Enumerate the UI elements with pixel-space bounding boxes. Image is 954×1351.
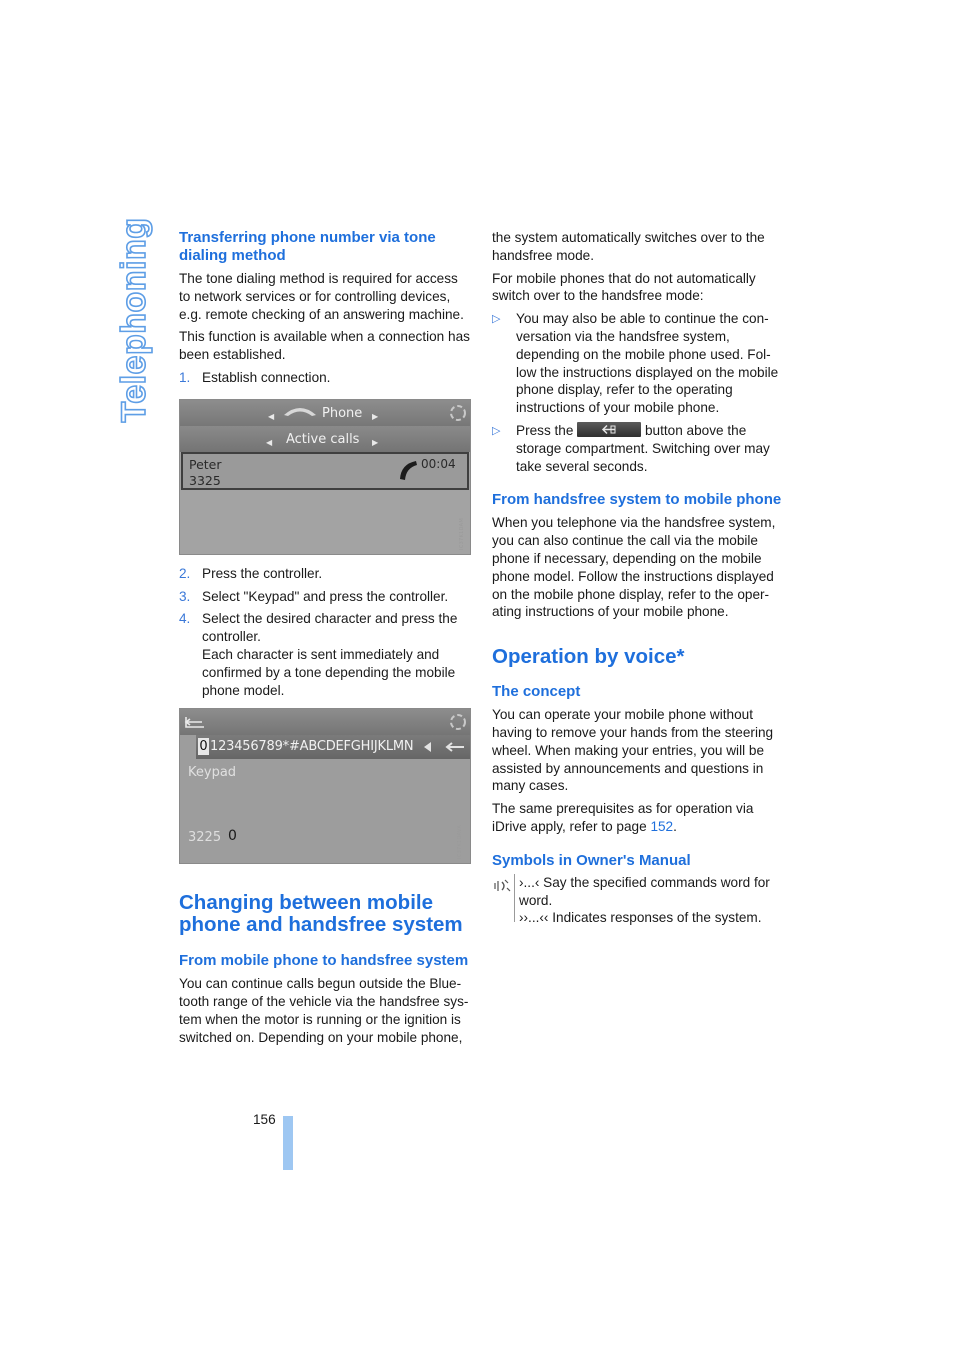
heading-from-mobile-to-handsfree: From mobile phone to handsfree system xyxy=(179,952,469,970)
page-reference-link[interactable]: 152 xyxy=(650,818,674,834)
paragraph-auto-switch: the system automatically switches over to the handsfree mode. xyxy=(492,230,765,263)
heading-changing-mobile-handsfree: Changing between mobile phone and handsfree system xyxy=(179,891,463,937)
step-number: 2. xyxy=(179,565,191,581)
step-text: Press the controller. xyxy=(202,565,323,581)
step-text: Establish connection. xyxy=(202,369,331,385)
storage-button-image xyxy=(577,422,641,437)
phone-arrow-icon xyxy=(601,424,617,435)
menu-bar-active-calls xyxy=(180,426,470,452)
prerequisites-text: The same prerequisites as for operation via iDrive apply, refer to page xyxy=(492,801,754,834)
step-text: Select "Keypad" and press the controller. xyxy=(202,588,449,604)
paragraph-continue-on-mobile: When you telephone via the handsfree system, you can also continue the call via the mobile phone if necessary, depending on the mobile phone model. Follow the instructions displayed on the mobile phone display, refer to the oper-ating instructions of your mobile phone. xyxy=(492,515,776,620)
right-column xyxy=(492,229,784,927)
phone-handset-icon xyxy=(282,404,318,418)
chapter-side-tab xyxy=(110,217,160,423)
controller-icon xyxy=(448,403,468,423)
image-code: IC37K1DAVA xyxy=(456,825,463,860)
image-code: IC37K1DAM xyxy=(459,517,465,550)
menu-bar-phone xyxy=(180,400,470,426)
paragraph-tone-availability: This function is available when a connection has been established. xyxy=(179,329,470,363)
keypad-title: Keypad xyxy=(188,765,237,781)
back-arrow-icon[interactable] xyxy=(184,715,206,729)
paragraph-no-auto-switch: For mobile phones that do not automatically switch over to the handsfree mode: xyxy=(492,270,756,304)
character-list[interactable]: 123456789*#ABCDEFGHIJKLMN xyxy=(210,739,414,755)
page-number: 156 xyxy=(253,1112,276,1127)
step-2 xyxy=(179,565,471,583)
call-duration: 00:04 xyxy=(421,456,456,471)
voice-command-symbol xyxy=(492,874,515,922)
prerequisites-end: . xyxy=(673,818,677,834)
keypad-entry-number: 3225 xyxy=(188,830,222,846)
keypad-top-bar xyxy=(180,709,470,735)
arrow-left-icon: ◀ xyxy=(266,437,273,447)
heading-the-concept: The concept xyxy=(492,683,581,701)
heading-from-handsfree-to-mobile: From handsfree system to mobile phone xyxy=(492,491,782,509)
bullet-item xyxy=(492,422,784,475)
step-text-detail: Each character is sent immediately and confirmed by a tone depending the mobile phone model. xyxy=(202,646,456,698)
caller-name: Peter xyxy=(189,456,222,472)
step-1 xyxy=(179,369,471,387)
heading-operation-by-voice: Operation by voice* xyxy=(492,645,685,669)
arrow-right-icon: ▶ xyxy=(372,411,379,421)
step-text: Select the desired character and press the controller. xyxy=(202,611,458,645)
symbol-system-responses: ››...‹‹ Indicates responses of the system. xyxy=(519,910,762,926)
active-call-row[interactable] xyxy=(181,452,469,490)
paragraph-tone-intro: The tone dialing method is required for access to network services or for controlling devices, e.g. remote checking of an answering machine. xyxy=(179,271,464,322)
bullet-item xyxy=(492,310,784,417)
arrow-right-icon: ▶ xyxy=(372,437,379,447)
voice-symbols-legend xyxy=(492,874,784,927)
call-handset-icon xyxy=(397,458,419,482)
step-number: 4. xyxy=(179,611,191,627)
heading-transfer-tone: Transferring phone number via tone dialing method xyxy=(179,229,436,264)
caller-number: 3325 xyxy=(189,472,221,488)
bullet-triangle-icon: ▷ xyxy=(492,313,501,326)
controller-icon xyxy=(448,712,468,732)
menu-phone-label: Phone xyxy=(322,405,363,421)
screenshot-active-calls xyxy=(179,399,471,555)
character-row[interactable] xyxy=(196,735,470,759)
step-3 xyxy=(179,588,471,606)
paragraph-voice-concept: You can operate your mobile phone without having to remove your hands from the steering wheel. When making your entries, you will be assisted by announcements and questions in many cases. xyxy=(492,707,774,794)
backspace-icon[interactable] xyxy=(444,741,466,753)
delete-char-icon[interactable] xyxy=(421,741,435,753)
step-number: 1. xyxy=(179,369,191,385)
symbol-say-commands: ›...‹ Say the specified commands word for word. xyxy=(519,874,770,908)
page-marker-bar xyxy=(283,1116,293,1170)
bullet-triangle-icon: ▷ xyxy=(492,424,501,437)
chapter-title: Telephoning xyxy=(115,217,154,423)
menu-active-calls-label: Active calls xyxy=(286,431,360,447)
step-number: 3. xyxy=(179,588,191,604)
symbol-mark: ››...‹‹ xyxy=(519,910,549,926)
paragraph-continue-calls: You can continue calls begun outside the Blue-tooth range of the vehicle via the handsfree sys-tem when the motor is running or the ignition is switched on. Depending on your mobile phone, xyxy=(179,976,469,1045)
voice-command-icon xyxy=(493,878,511,894)
arrow-left-icon: ◀ xyxy=(268,411,275,421)
step-4 xyxy=(179,610,471,699)
selected-character[interactable]: 0 xyxy=(199,739,208,755)
bullet-text-start: Press the xyxy=(516,422,574,438)
keypad-entry-char: 0 xyxy=(228,828,237,845)
paragraph-prerequisites xyxy=(492,800,784,836)
left-column xyxy=(179,229,471,1052)
screenshot-keypad xyxy=(179,708,471,864)
heading-symbols-owners-manual: Symbols in Owner's Manual xyxy=(492,851,691,869)
bullet-text-end: button above the storage compartment. Switching over may take several seconds. xyxy=(516,422,770,474)
symbol-mark: ›...‹ xyxy=(519,874,540,890)
bullet-text: You may also be able to continue the con-versation via the handsfree system, depending on the mobile phone used. Fol-low the instructions displayed on the mobile phone display, refer to the operating instructions of your mobile phone. xyxy=(516,311,779,416)
